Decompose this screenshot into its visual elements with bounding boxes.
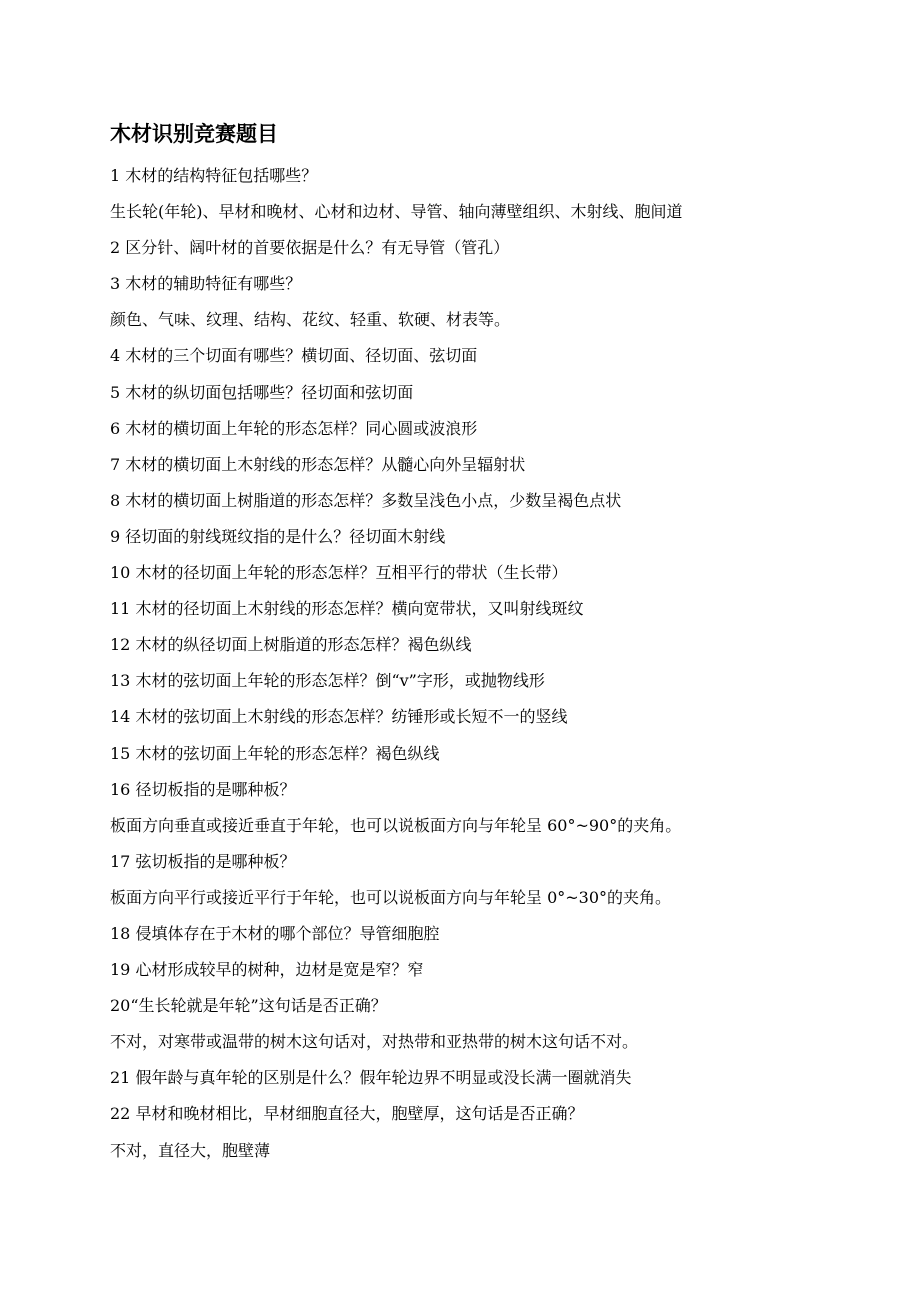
text-line: 17 弦切板指的是哪种板？ (110, 851, 296, 871)
text-line: 10 木材的径切面上年轮的形态怎样？互相平行的带状（生长带） (110, 563, 568, 583)
text-line: 7 木材的横切面上木射线的形态怎样？从髓心向外呈辐射状 (110, 454, 526, 474)
document-title: 木材识别竞赛题目 (110, 122, 278, 146)
text-line: 生长轮(年轮)、早材和晚材、心材和边材、导管、轴向薄壁组织、木射线、胞间道 (110, 202, 683, 222)
text-line: 不对，直径大，胞壁薄 (110, 1140, 271, 1160)
text-line: 3 木材的辅助特征有哪些？ (110, 274, 302, 294)
text-line: 18 侵填体存在于木材的哪个部位？导管细胞腔 (110, 923, 440, 943)
question-list (110, 158, 910, 1169)
text-line: 12 木材的纵径切面上树脂道的形态怎样？褐色纵线 (110, 635, 472, 655)
text-line: 颜色、气味、纹理、结构、花纹、轻重、软硬、材表等。 (110, 310, 511, 330)
text-line: 19 心材形成较早的树种，边材是宽是窄？窄 (110, 960, 424, 980)
text-line: 16 径切板指的是哪种板？ (110, 779, 296, 799)
text-line: 4 木材的三个切面有哪些？横切面、径切面、弦切面 (110, 346, 478, 366)
text-line: 14 木材的弦切面上木射线的形态怎样？纺锤形或长短不一的竖线 (110, 707, 568, 727)
text-line: 5 木材的纵切面包括哪些？径切面和弦切面 (110, 382, 414, 402)
text-line: 8 木材的横切面上树脂道的形态怎样？多数呈浅色小点，少数呈褐色点状 (110, 490, 622, 510)
text-line: 13 木材的弦切面上年轮的形态怎样？倒“v”字形，或抛物线形 (110, 671, 545, 691)
text-line: 21 假年龄与真年轮的区别是什么？假年轮边界不明显或没长满一圈就消失 (110, 1068, 632, 1088)
text-line: 板面方向垂直或接近垂直于年轮，也可以说板面方向与年轮呈 60°~90°的夹角。 (110, 815, 682, 835)
text-line: 1 木材的结构特征包括哪些？ (110, 166, 318, 185)
text-line: 板面方向平行或接近平行于年轮，也可以说板面方向与年轮呈 0°~30°的夹角。 (110, 887, 672, 907)
text-line: 11 木材的径切面上木射线的形态怎样？横向宽带状，又叫射线斑纹 (110, 599, 584, 619)
text-line: 6 木材的横切面上年轮的形态怎样？同心圆或波浪形 (110, 418, 478, 438)
text-line: 2 区分针、阔叶材的首要依据是什么？有无导管（管孔） (110, 238, 510, 258)
text-line: 不对，对寒带或温带的树木这句话对，对热带和亚热带的树木这句话不对。 (110, 1032, 639, 1052)
text-line: 9 径切面的射线斑纹指的是什么？径切面木射线 (110, 526, 446, 546)
text-line: 20“生长轮就是年轮”这句话是否正确？ (110, 996, 387, 1016)
text-line: 22 早材和晚材相比，早材细胞直径大，胞壁厚，这句话是否正确？ (110, 1104, 584, 1124)
text-line: 15 木材的弦切面上年轮的形态怎样？褐色纵线 (110, 743, 440, 763)
